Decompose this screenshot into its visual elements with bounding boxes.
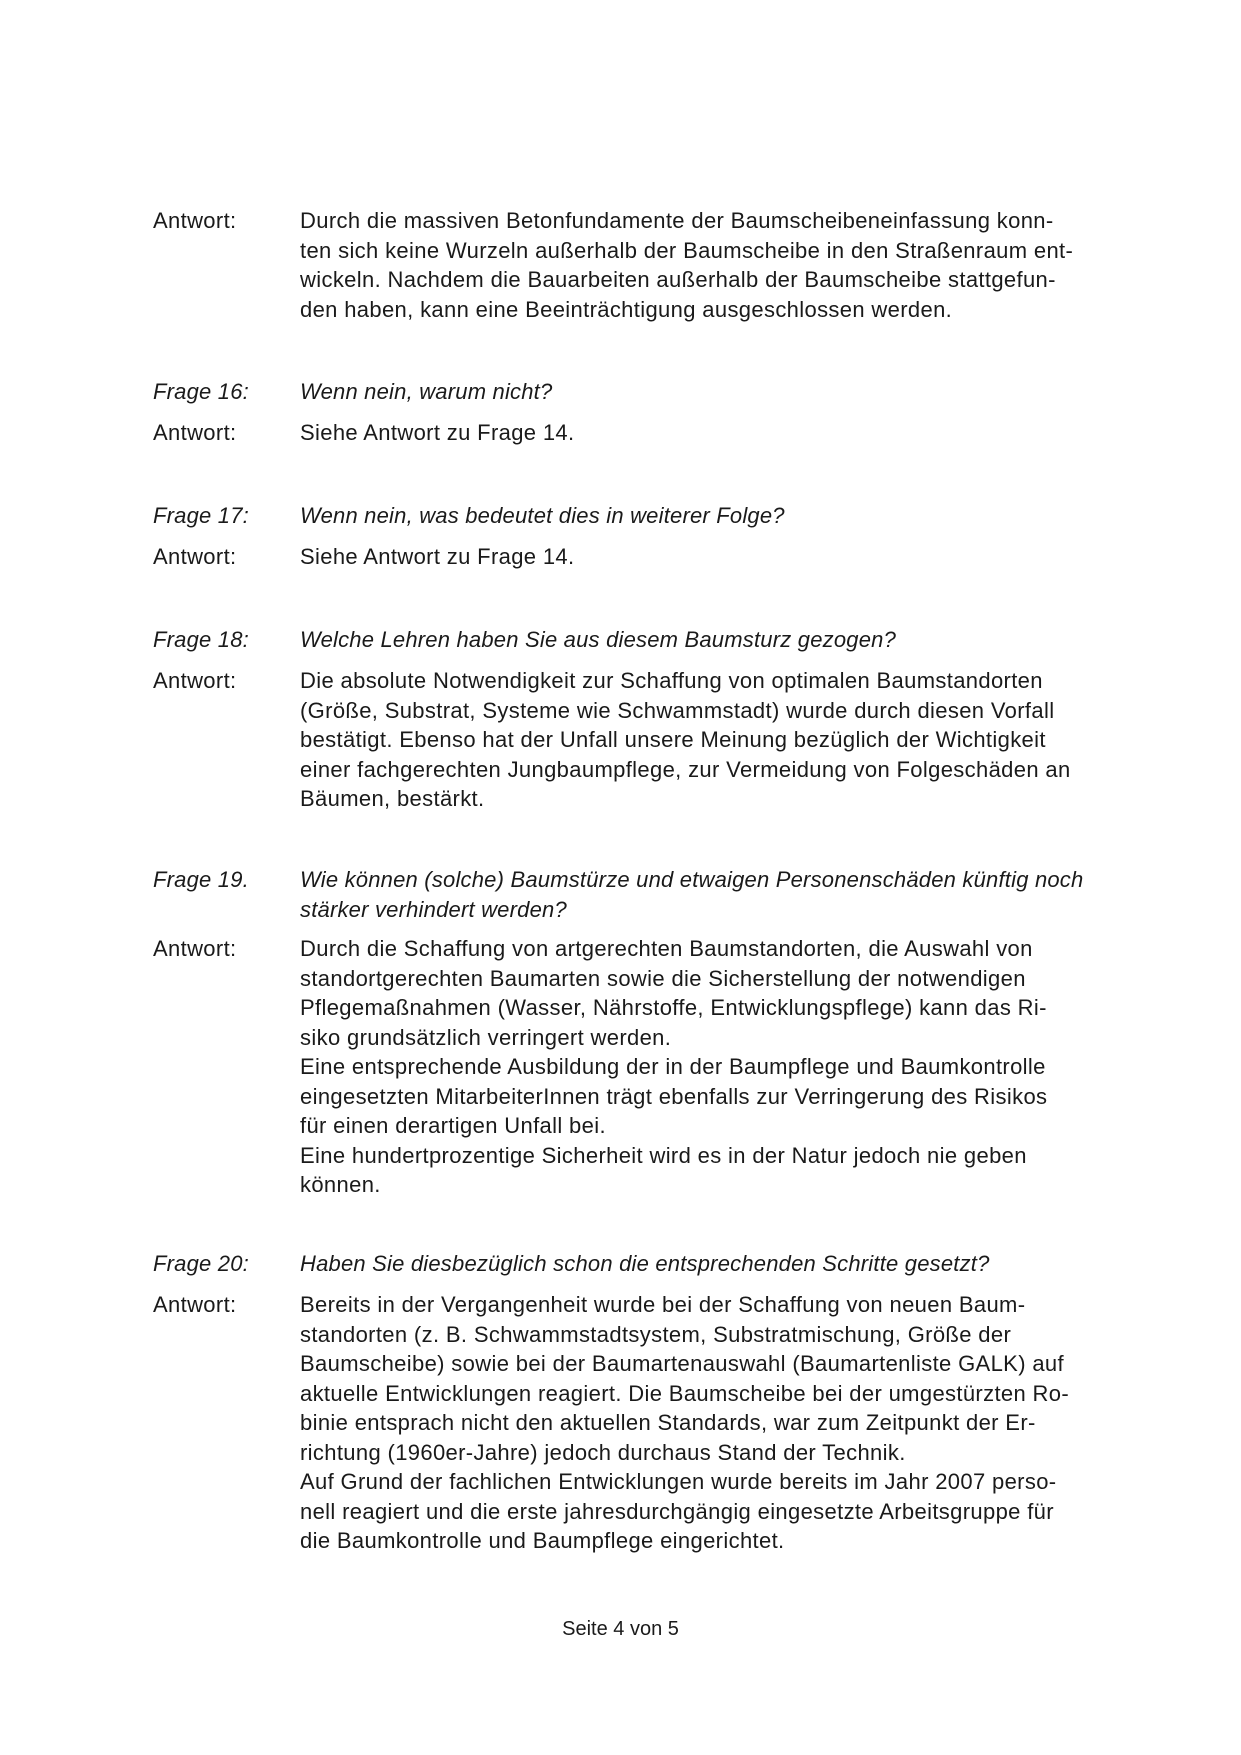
question-block <box>153 501 1133 531</box>
question-block <box>153 865 1133 924</box>
question-label: Frage 20: <box>153 1251 249 1276</box>
answer-text <box>300 934 1133 1200</box>
answer-paragraph: Siehe Antwort zu Frage 14. <box>300 420 575 445</box>
question-paragraph: Welche Lehren haben Sie aus diesem Baumsturz gezogen? <box>300 627 897 652</box>
answer-block <box>153 542 1133 572</box>
question-text <box>300 865 1133 924</box>
answer-paragraph: Auf Grund der fachlichen Entwicklungen wurde bereits im Jahr 2007 perso- nell reagiert und die erste jahresdurchgängig eingesetzte Arbeitsgruppe für die Baumkontrolle und Baumpflege eingerichtet. <box>300 1469 1057 1553</box>
answer-paragraph: Die absolute Notwendigkeit zur Schaffung von optimalen Baumstandorten (Größe, Substrat, Systeme wie Schwammstadt) wurde durch diesen Vorfall bestätigt. Ebenso hat der Unfall unsere Meinung bezüglich der Wichtigkeit einer fachgerechten Jungbaumpflege, zur Vermeidung von Folgeschäden an Bäumen, bestärkt. <box>300 668 1071 811</box>
question-paragraph: Wenn nein, was bedeutet dies in weiterer Folge? <box>300 503 785 528</box>
question-block <box>153 1249 1133 1279</box>
answer-paragraph: Eine hundertprozentige Sicherheit wird es in der Natur jedoch nie geben können. <box>300 1142 1027 1197</box>
answer-paragraph: Bereits in der Vergangenheit wurde bei der Schaffung von neuen Baum- standorten (z. B. Schwammstadtsystem, Substratmischung, Größe der Baumscheibe) sowie bei der Baumartenauswahl (Baumartenliste GALK) auf aktuelle Entwicklungen reagiert. Die Baumscheibe bei der umgestürzten Ro- binie entsprach nicht den aktuellen Standards, war zum Zeitpunkt der Er- richtung (1960er-Jahre) jedoch durchaus Stand der Technik. <box>300 1292 1070 1465</box>
answer-label: Antwort: <box>153 420 237 445</box>
question-label: Frage 18: <box>153 627 249 652</box>
answer-paragraph: Siehe Antwort zu Frage 14. <box>300 544 575 569</box>
answer-label: Antwort: <box>153 208 237 233</box>
answer-paragraph: Durch die Schaffung von artgerechten Baumstandorten, die Auswahl von standortgerechten Baumarten sowie die Sicherstellung der notwendigen Pflegemaßnahmen (Wasser, Nährstoffe, Entwicklungspflege) kann das Ri- siko grundsätzlich verringert werden. <box>300 936 1047 1050</box>
answer-text <box>300 418 1133 448</box>
answer-text <box>300 206 1133 324</box>
answer-label: Antwort: <box>153 936 237 961</box>
page-footer: Seite 4 von 5 <box>562 1618 679 1640</box>
answer-text <box>300 542 1133 572</box>
answer-block <box>153 1290 1133 1556</box>
question-paragraph: Haben Sie diesbezüglich schon die entsprechenden Schritte gesetzt? <box>300 1251 990 1276</box>
question-block <box>153 377 1133 407</box>
question-label: Frage 19. <box>153 867 249 892</box>
answer-text <box>300 1290 1133 1556</box>
answer-label: Antwort: <box>153 544 237 569</box>
question-block <box>153 625 1133 655</box>
answer-paragraph: Eine entsprechende Ausbildung der in der Baumpflege und Baumkontrolle eingesetzten MitarbeiterInnen trägt ebenfalls zur Verringerung des Risikos für einen derartigen Unfall bei. <box>300 1054 1048 1138</box>
answer-paragraph: Durch die massiven Betonfundamente der Baumscheibeneinfassung konn- ten sich keine Wurzeln außerhalb der Baumscheibe in den Straßenraum ent- wickeln. Nachdem die Bauarbeiten außerhalb der Baumscheibe stattgefun- den haben, kann eine Beeinträchtigung ausgeschlossen werden. <box>300 208 1074 322</box>
answer-label: Antwort: <box>153 1292 237 1317</box>
question-text <box>300 1249 1133 1279</box>
question-paragraph: Wie können (solche) Baumstürze und etwaigen Personenschäden künftig noch stärker verhindert werden? <box>300 867 1084 922</box>
answer-label: Antwort: <box>153 668 237 693</box>
answer-block <box>153 666 1133 814</box>
answer-block <box>153 934 1133 1200</box>
question-text <box>300 377 1133 407</box>
question-text <box>300 501 1133 531</box>
question-label: Frage 17: <box>153 503 249 528</box>
question-label: Frage 16: <box>153 379 249 404</box>
question-text <box>300 625 1133 655</box>
answer-block <box>153 418 1133 448</box>
answer-block <box>153 206 1133 324</box>
answer-text <box>300 666 1133 814</box>
question-paragraph: Wenn nein, warum nicht? <box>300 379 553 404</box>
